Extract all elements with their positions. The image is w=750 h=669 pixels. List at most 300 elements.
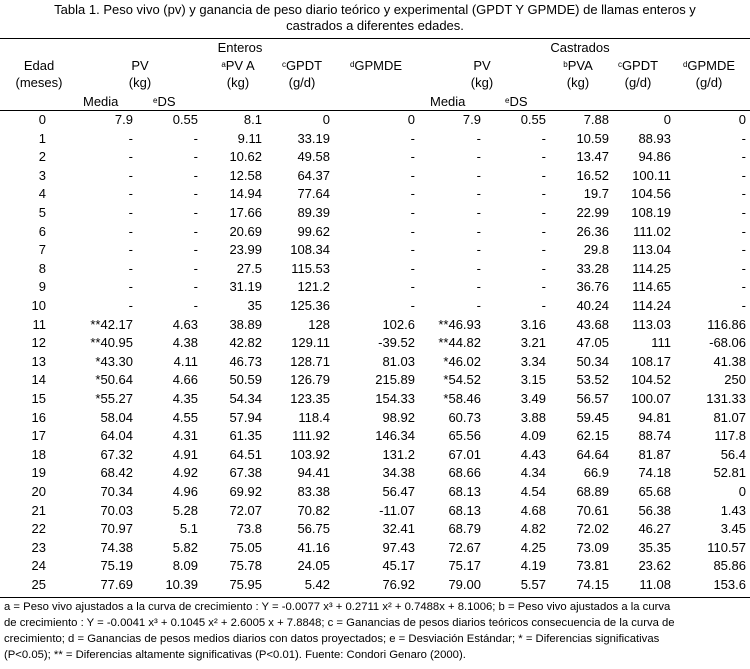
cell-gpmde-enteros: - (410, 130, 415, 146)
gpmde-enteros-header: $^d$GPMDE (349, 58, 403, 73)
cell-gpdt-castrados: 104.52 (631, 372, 671, 388)
cell-pva-castrados: 73.81 (576, 558, 609, 574)
cell-pva-enteros: 10.62 (229, 149, 262, 165)
cell-pv-media-enteros: - (128, 130, 133, 146)
cell-edad: 7 (38, 242, 46, 258)
cell-ds-castrados: - (541, 298, 546, 313)
cell-gpmde-enteros: - (410, 167, 415, 183)
cell-ds-castrados: 3.49 (520, 391, 546, 406)
pva-castrados-unit: (kg) (566, 75, 590, 90)
cell-gpmde-enteros: 146.34 (375, 428, 415, 444)
cell-gpmde-castrados: 0 (738, 484, 746, 499)
cell-gpmde-castrados: 116.86 (707, 316, 746, 332)
cell-pva-castrados: 59.45 (576, 409, 609, 425)
cell-pv-media-enteros: 70.03 (100, 502, 133, 518)
cell-pv-media-castrados: - (476, 298, 481, 313)
cell-ds-castrados: 4.82 (520, 521, 546, 537)
cell-gpmde-castrados: 153.6 (713, 577, 746, 592)
cell-pv-media-enteros: 64.04 (100, 428, 133, 444)
cell-gpdt-enteros: 89.39 (297, 205, 330, 220)
cell-pv-media-castrados: - (476, 205, 481, 220)
cell-edad: 17 (31, 428, 46, 444)
media-enteros-header: Media (83, 94, 119, 109)
cell-ds-castrados: - (541, 223, 546, 239)
cell-ds-castrados: 3.34 (520, 353, 546, 369)
cell-pva-enteros: 9.11 (237, 130, 262, 146)
cell-gpdt-enteros: 128 (308, 316, 330, 332)
cell-pv-media-castrados: **46.93 (438, 316, 481, 332)
cell-pva-castrados: 43.68 (576, 316, 609, 332)
cell-gpmde-castrados: 1.43 (720, 502, 746, 518)
cell-pva-enteros: 12.58 (229, 167, 262, 183)
cell-edad: 6 (38, 223, 46, 239)
cell-gpdt-enteros: 111.92 (292, 428, 330, 444)
cell-gpmde-enteros: 131.2 (382, 446, 415, 462)
cell-ds-castrados: 4.68 (520, 502, 546, 518)
cell-ds-castrados: 4.34 (520, 465, 546, 481)
cell-edad: 21 (31, 502, 46, 518)
table-row (0, 539, 750, 556)
cell-gpmde-enteros: 0 (407, 112, 415, 127)
cell-edad: 20 (31, 484, 46, 499)
cell-edad: 25 (31, 577, 46, 592)
cell-gpdt-enteros: 121.2 (297, 279, 330, 295)
pva-enteros-header: $^a$PV A (221, 58, 255, 73)
cell-pv-media-enteros: - (128, 260, 133, 276)
cell-gpdt-enteros: 129.11 (291, 335, 330, 351)
cell-pv-media-castrados: 72.67 (448, 539, 481, 555)
gpdt-enteros-header: $^c$GPDT (281, 58, 323, 73)
cell-pva-castrados: 68.89 (576, 484, 609, 499)
cell-gpdt-castrados: 100.07 (631, 391, 671, 406)
cell-pva-enteros: 42.82 (229, 335, 262, 351)
cell-pv-media-castrados: **44.82 (438, 335, 481, 351)
cell-gpmde-enteros: 34.38 (382, 465, 415, 481)
cell-edad: 13 (31, 353, 46, 369)
cell-gpdt-castrados: 114.24 (632, 298, 671, 313)
cell-edad: 23 (31, 539, 46, 555)
cell-ds-enteros: - (193, 223, 198, 239)
cell-pva-castrados: 7.88 (583, 112, 609, 127)
group-enteros: Enteros (217, 40, 263, 55)
cell-gpmde-castrados: 85.86 (713, 558, 746, 574)
cell-pva-enteros: 27.5 (236, 260, 262, 276)
cell-gpmde-enteros: 76.92 (382, 577, 415, 592)
cell-pva-enteros: 54.34 (229, 391, 262, 406)
cell-pv-media-castrados: - (476, 167, 481, 183)
cell-edad: 19 (31, 465, 46, 481)
cell-gpmde-castrados: - (741, 130, 746, 146)
pva-castrados-header: $^b$PVA (563, 58, 593, 73)
cell-pv-media-enteros: 68.42 (100, 465, 133, 481)
pv-castrados-unit: (kg) (470, 75, 494, 90)
cell-pva-castrados: 56.57 (576, 391, 609, 406)
cell-gpdt-castrados: 108.17 (631, 353, 671, 369)
cell-gpdt-enteros: 64.37 (297, 167, 330, 183)
cell-pv-media-enteros: **40.95 (90, 335, 133, 351)
cell-gpmde-castrados: - (741, 298, 746, 313)
cell-pv-media-castrados: - (476, 279, 481, 295)
cell-ds-castrados: - (541, 130, 546, 146)
cell-gpmde-castrados: 131.33 (706, 391, 746, 406)
cell-edad: 8 (38, 260, 46, 276)
cell-ds-castrados: 3.21 (520, 335, 546, 351)
cell-pva-enteros: 50.59 (229, 372, 262, 388)
table-row (0, 130, 750, 147)
cell-pv-media-enteros: 7.9 (114, 112, 133, 127)
cell-gpdt-castrados: 0 (663, 112, 671, 127)
cell-ds-enteros: 4.38 (172, 335, 198, 351)
pv-enteros-unit: (kg) (128, 75, 152, 90)
cell-pva-enteros: 17.66 (229, 205, 262, 220)
cell-pva-enteros: 64.51 (229, 446, 262, 462)
cell-ds-castrados: 3.88 (520, 409, 546, 425)
cell-pva-enteros: 67.38 (229, 465, 262, 481)
cell-edad: 16 (31, 409, 46, 425)
cell-gpdt-castrados: 11.08 (639, 577, 671, 592)
cell-edad: 15 (31, 391, 46, 406)
cell-ds-castrados: - (541, 205, 546, 220)
cell-ds-castrados: 4.09 (520, 428, 546, 444)
cell-pva-castrados: 10.59 (576, 130, 609, 146)
cell-pva-enteros: 14.94 (229, 186, 262, 202)
cell-ds-enteros: 4.96 (172, 484, 198, 499)
cell-gpdt-castrados: 114.65 (632, 279, 671, 295)
cell-ds-enteros: 4.92 (172, 465, 198, 481)
cell-ds-castrados: - (541, 167, 546, 183)
cell-pv-media-enteros: - (128, 298, 133, 313)
cell-pv-media-castrados: 68.13 (448, 502, 481, 518)
cell-edad: 18 (31, 446, 46, 462)
cell-gpmde-castrados: - (741, 279, 746, 295)
cell-pv-media-castrados: 68.66 (448, 465, 481, 481)
cell-ds-enteros: 4.35 (172, 391, 198, 406)
cell-gpdt-castrados: 104.56 (631, 186, 671, 202)
cell-ds-castrados: 3.16 (520, 316, 546, 332)
cell-gpdt-castrados: 56.38 (638, 502, 671, 518)
table-row (0, 223, 750, 240)
cell-pva-castrados: 22.99 (576, 205, 609, 220)
media-castrados-header: Media (430, 94, 466, 109)
cell-pva-castrados: 13.47 (576, 149, 609, 165)
cell-gpdt-enteros: 128.71 (290, 353, 330, 369)
cell-pv-media-castrados: - (476, 260, 481, 276)
cell-pva-enteros: 75.05 (229, 539, 262, 555)
cell-gpmde-enteros: 81.03 (382, 353, 415, 369)
table-row (0, 576, 750, 593)
ds-enteros-header: $^e$DS (153, 94, 176, 109)
cell-gpmde-enteros: 97.43 (382, 539, 415, 555)
footnote-line-4: (P<0.05); ** = Diferencias altamente significativas (P<0.01). Fuente: Condori Genaro (2000). (4, 649, 466, 661)
gpdt-castrados-header: $^c$GPDT (617, 58, 659, 73)
cell-pv-media-enteros: - (128, 205, 133, 220)
cell-gpdt-castrados: 100.11 (632, 167, 671, 183)
cell-pv-media-enteros: 77.69 (100, 577, 133, 592)
cell-gpmde-castrados: - (741, 223, 746, 239)
cell-pva-enteros: 46.73 (229, 353, 262, 369)
cell-ds-enteros: 5.1 (179, 521, 198, 537)
cell-pv-media-enteros: - (128, 167, 133, 183)
cell-ds-castrados: - (541, 242, 546, 258)
table-row (0, 111, 750, 128)
cell-pva-enteros: 38.89 (229, 316, 262, 332)
cell-edad: 2 (38, 149, 46, 165)
cell-gpdt-castrados: 81.87 (638, 446, 671, 462)
table-row (0, 297, 750, 314)
cell-pva-enteros: 72.07 (229, 502, 262, 518)
cell-pv-media-enteros: *55.27 (95, 391, 133, 406)
cell-pva-castrados: 40.24 (576, 298, 609, 313)
table-row (0, 260, 750, 277)
cell-pv-media-enteros: - (128, 186, 133, 202)
table-row (0, 446, 750, 463)
cell-edad: 11 (32, 316, 46, 332)
cell-ds-enteros: 8.09 (172, 558, 198, 574)
cell-gpdt-castrados: 113.03 (632, 316, 671, 332)
cell-gpmde-castrados: 56.4 (720, 446, 746, 462)
cell-gpdt-enteros: 83.38 (297, 484, 330, 499)
cell-pva-enteros: 35 (247, 298, 262, 313)
cell-pv-media-castrados: 79.00 (448, 577, 481, 592)
cell-pv-media-enteros: **42.17 (90, 316, 133, 332)
cell-pva-castrados: 66.9 (583, 465, 609, 481)
cell-gpmde-enteros: 98.92 (382, 409, 415, 425)
cell-edad: 24 (31, 558, 46, 574)
table-row (0, 502, 750, 519)
cell-gpdt-castrados: 23.62 (638, 558, 671, 574)
cell-gpdt-enteros: 115.53 (291, 260, 330, 276)
cell-edad: 0 (38, 112, 46, 127)
cell-ds-castrados: - (541, 186, 546, 202)
cell-gpmde-castrados: - (741, 260, 746, 276)
cell-gpmde-castrados: 3.45 (720, 521, 746, 537)
edad-header: Edad (23, 58, 55, 73)
cell-ds-castrados: - (541, 279, 546, 295)
cell-gpdt-castrados: 108.19 (631, 205, 671, 220)
cell-ds-enteros: - (193, 298, 198, 313)
cell-pv-media-enteros: 75.19 (100, 558, 133, 574)
cell-pva-enteros: 61.35 (229, 428, 262, 444)
cell-gpmde-castrados: 81.07 (713, 409, 746, 425)
table-row (0, 390, 750, 407)
cell-gpdt-castrados: 35.35 (638, 539, 671, 555)
cell-pv-media-castrados: 75.17 (448, 558, 481, 574)
cell-gpdt-castrados: 111.02 (633, 223, 671, 239)
cell-gpmde-castrados: 117.8 (714, 428, 746, 444)
cell-gpdt-castrados: 65.68 (638, 484, 671, 499)
cell-pva-castrados: 74.15 (576, 577, 609, 592)
cell-gpmde-enteros: - (410, 279, 415, 295)
cell-gpdt-castrados: 88.74 (638, 428, 671, 444)
cell-gpdt-enteros: 0 (322, 112, 330, 127)
cell-gpmde-enteros: 56.47 (382, 484, 415, 499)
cell-pv-media-castrados: - (476, 149, 481, 165)
cell-gpmde-enteros: - (410, 205, 415, 220)
cell-gpmde-enteros: - (410, 223, 415, 239)
cell-pv-media-castrados: - (476, 242, 481, 258)
cell-gpmde-castrados: 41.38 (713, 353, 746, 369)
cell-pva-castrados: 50.34 (576, 353, 609, 369)
cell-pva-enteros: 57.94 (229, 409, 262, 425)
cell-gpmde-castrados: - (741, 149, 746, 165)
table-row (0, 353, 750, 370)
cell-pv-media-castrados: 7.9 (462, 112, 481, 127)
cell-pv-media-enteros: - (128, 279, 133, 295)
cell-pv-media-enteros: - (128, 149, 133, 165)
cell-pva-enteros: 8.1 (243, 112, 262, 127)
cell-ds-castrados: 4.25 (520, 539, 546, 555)
cell-pv-media-enteros: - (128, 223, 133, 239)
table-row (0, 483, 750, 500)
cell-gpdt-enteros: 126.79 (290, 372, 330, 388)
cell-pva-castrados: 53.52 (576, 372, 609, 388)
table-row (0, 185, 750, 202)
table-row (0, 464, 750, 481)
table-row (0, 520, 750, 537)
cell-ds-castrados: - (541, 260, 546, 276)
cell-gpmde-castrados: 52.81 (713, 465, 746, 481)
cell-pv-media-castrados: *46.02 (443, 353, 481, 369)
cell-gpmde-enteros: - (410, 186, 415, 202)
cell-ds-enteros: 10.39 (165, 577, 198, 592)
footnote-line-3: crecimiento; d = Ganancias de pesos medios diarios con datos proyectados; e = Desviación Estándar; * = Diferencias significativas (4, 633, 660, 645)
footnote-line-2: de crecimiento : Y = -0.0041 x³ + 0.1045 x² + 2.6005 x + 7.8848; c = Ganancias de pesos diarios teóricos consecuencia de la curva de (4, 617, 675, 629)
cell-pv-media-castrados: - (476, 130, 481, 146)
footnote-line-1: a = Peso vivo ajustados a la curva de crecimiento : Y = -0.0077 x³ + 0.2711 x² + 0.7488x + 8.1006; b = Peso vivo ajustados a la curva (4, 601, 671, 613)
gpmde-castrados-header: $^d$GPMDE (682, 58, 736, 73)
cell-ds-enteros: 0.55 (172, 112, 198, 127)
cell-ds-enteros: 5.82 (172, 539, 198, 555)
cell-pva-castrados: 19.7 (583, 186, 609, 202)
cell-ds-enteros: 4.63 (172, 316, 198, 332)
cell-ds-castrados: - (541, 149, 546, 165)
table-row (0, 334, 750, 351)
cell-gpdt-castrados: 94.81 (638, 409, 671, 425)
cell-pv-media-castrados: - (476, 186, 481, 202)
cell-gpmde-castrados: 110.57 (707, 539, 746, 555)
cell-pv-media-castrados: 67.01 (448, 446, 481, 462)
cell-gpdt-castrados: 113.04 (632, 242, 671, 258)
cell-ds-enteros: 4.31 (172, 428, 198, 444)
cell-gpdt-castrados: 111 (651, 335, 671, 351)
pva-enteros-unit: (kg) (226, 75, 250, 90)
cell-gpdt-enteros: 99.62 (297, 223, 330, 239)
table-row (0, 316, 750, 333)
table-row (0, 371, 750, 388)
cell-gpdt-enteros: 41.16 (297, 539, 330, 555)
cell-pv-media-enteros: 67.32 (100, 446, 133, 462)
cell-gpdt-enteros: 70.82 (297, 502, 330, 518)
cell-pv-media-castrados: - (476, 223, 481, 239)
cell-gpmde-enteros: 102.6 (382, 316, 415, 332)
cell-gpdt-enteros: 49.58 (297, 149, 330, 165)
cell-gpdt-enteros: 118.4 (298, 409, 330, 425)
cell-ds-castrados: 4.19 (520, 558, 546, 574)
cell-ds-enteros: 5.28 (172, 502, 198, 518)
cell-pv-media-castrados: *54.52 (443, 372, 481, 388)
cell-pv-media-enteros: 70.34 (100, 484, 133, 499)
cell-ds-castrados: 3.15 (520, 372, 546, 388)
cell-pv-media-castrados: 60.73 (448, 409, 481, 425)
cell-pva-castrados: 29.8 (583, 242, 609, 258)
cell-gpmde-enteros: 215.89 (375, 372, 415, 388)
cell-pv-media-castrados: *58.46 (443, 391, 481, 406)
cell-gpdt-castrados: 114.25 (632, 260, 671, 276)
cell-edad: 4 (38, 186, 46, 202)
gpdt-castrados-unit: (g/d) (624, 75, 652, 90)
cell-gpmde-castrados: - (741, 167, 746, 183)
cell-pv-media-castrados: 65.56 (448, 428, 481, 444)
cell-gpdt-enteros: 94.41 (297, 465, 330, 481)
table-row (0, 204, 750, 221)
cell-ds-enteros: 4.91 (172, 446, 198, 462)
table-row (0, 409, 750, 426)
cell-gpmde-enteros: 32.41 (382, 521, 415, 537)
cell-pva-castrados: 64.64 (576, 446, 609, 462)
gpmde-castrados-unit: (g/d) (695, 75, 723, 90)
cell-pv-media-enteros: - (128, 242, 133, 258)
cell-gpdt-castrados: 94.86 (638, 149, 671, 165)
cell-ds-enteros: - (193, 149, 198, 165)
cell-pva-castrados: 62.15 (576, 428, 609, 444)
cell-gpmde-enteros: - (410, 260, 415, 276)
cell-ds-enteros: - (193, 205, 198, 220)
cell-edad: 5 (38, 205, 46, 220)
cell-gpdt-enteros: 33.19 (297, 130, 330, 146)
cell-ds-enteros: 4.11 (173, 353, 198, 369)
cell-gpmde-castrados: - (741, 186, 746, 202)
ds-castrados-header: $^e$DS (505, 94, 528, 109)
cell-pva-castrados: 26.36 (576, 223, 609, 239)
cell-pva-enteros: 69.92 (229, 484, 262, 499)
table-row (0, 167, 750, 184)
cell-gpdt-enteros: 123.35 (290, 391, 330, 406)
cell-gpmde-castrados: 250 (724, 372, 746, 388)
cell-pva-castrados: 47.05 (576, 335, 609, 351)
cell-gpdt-enteros: 5.42 (304, 577, 330, 592)
caption-line-1: Tabla 1. Peso vivo (pv) y ganancia de peso diario teórico y experimental (GPDT Y GPMDE) de llamas enteros y (54, 2, 696, 17)
cell-ds-enteros: 4.66 (172, 372, 198, 388)
cell-pv-media-enteros: 58.04 (100, 409, 133, 425)
cell-pva-enteros: 73.8 (236, 521, 262, 537)
pv-castrados-header: PV (473, 58, 491, 73)
cell-gpdt-enteros: 125.36 (290, 298, 330, 313)
top-rule (0, 38, 750, 39)
cell-edad: 14 (31, 372, 46, 388)
cell-ds-enteros: - (193, 242, 198, 258)
gpdt-enteros-unit: (g/d) (288, 75, 316, 90)
cell-gpmde-enteros: 154.33 (375, 391, 415, 406)
cell-ds-enteros: - (193, 279, 198, 295)
edad-unit: (meses) (15, 75, 63, 90)
cell-pva-castrados: 73.09 (576, 539, 609, 555)
cell-edad: 22 (31, 521, 46, 537)
group-castrados: Castrados (550, 40, 610, 55)
cell-gpdt-castrados: 46.27 (638, 521, 671, 537)
cell-ds-enteros: - (193, 260, 198, 276)
cell-ds-castrados: 5.57 (520, 577, 546, 592)
cell-ds-enteros: 4.55 (172, 409, 198, 425)
cell-pva-castrados: 33.28 (576, 260, 609, 276)
cell-edad: 9 (38, 279, 46, 295)
caption-line-2: castrados a diferentes edades. (286, 18, 464, 33)
cell-pva-enteros: 20.69 (229, 223, 262, 239)
cell-pv-media-enteros: 74.38 (100, 539, 133, 555)
cell-pva-castrados: 72.02 (576, 521, 609, 537)
cell-ds-enteros: - (193, 186, 198, 202)
cell-gpdt-castrados: 74.18 (638, 465, 671, 481)
cell-gpmde-castrados: - (741, 242, 746, 258)
